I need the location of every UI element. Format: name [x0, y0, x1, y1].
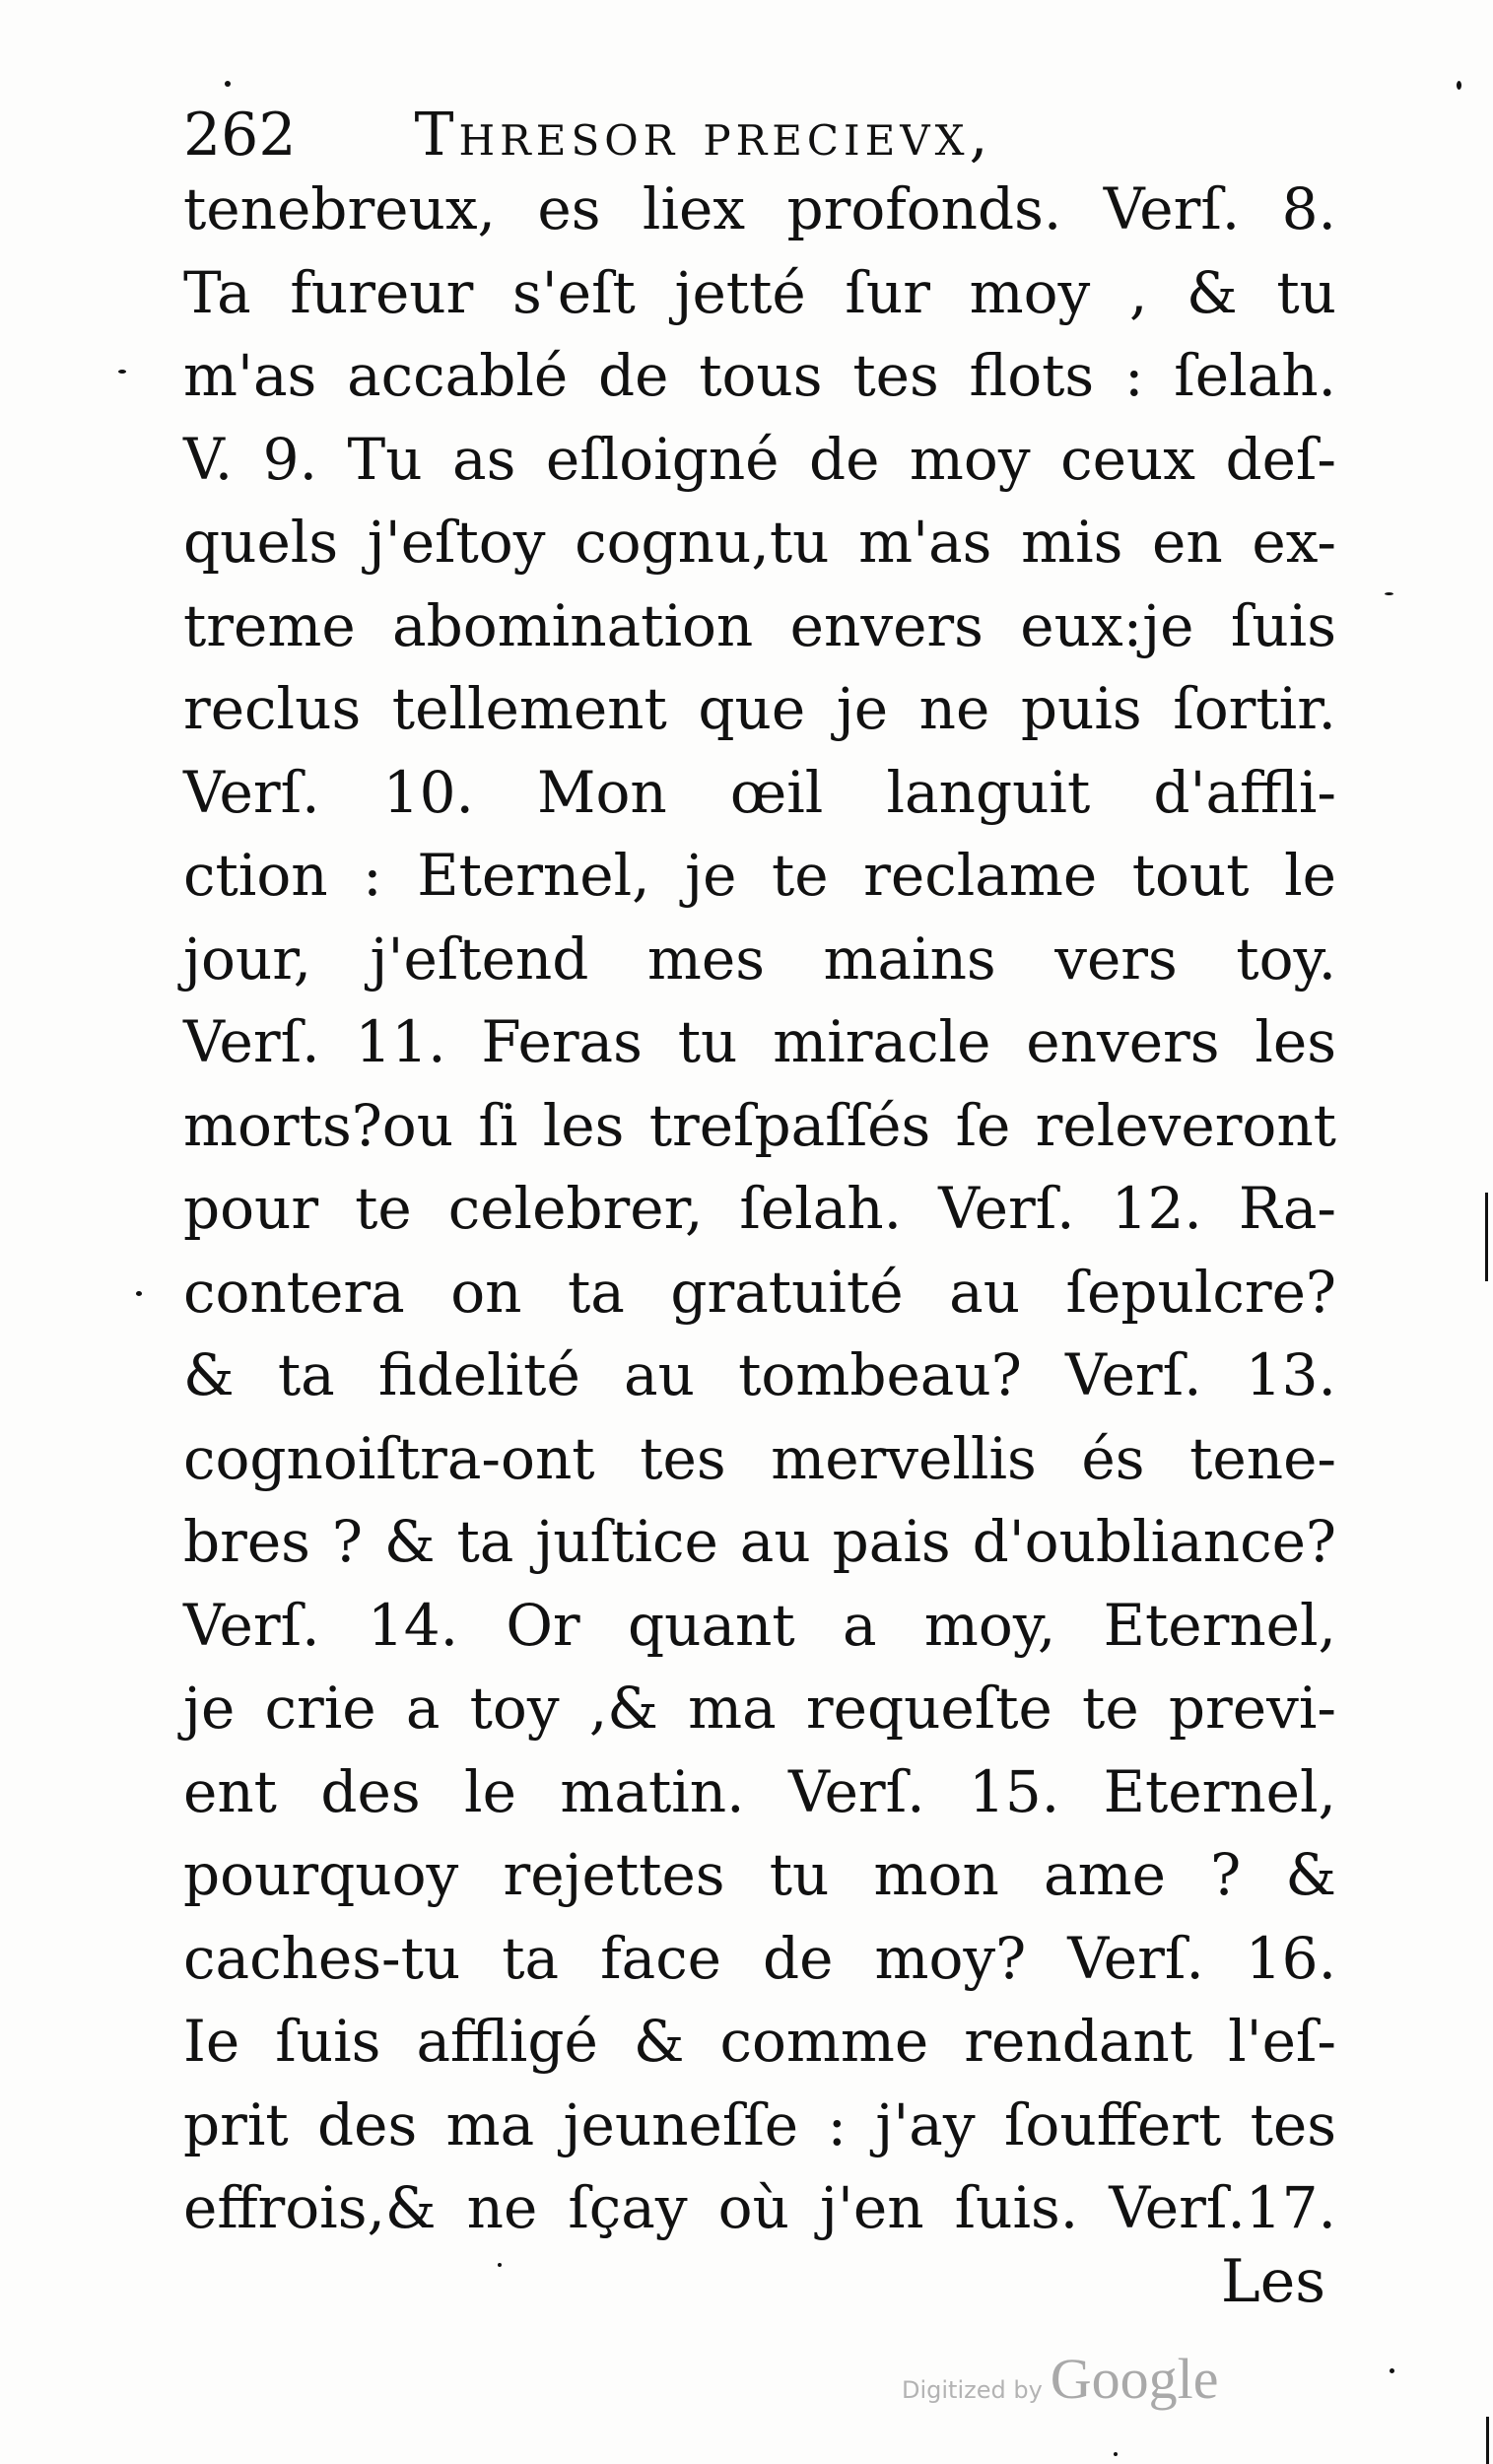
text-line: prit des ma jeuneſſe : j'ay ſouffert tes [183, 2090, 1336, 2158]
page-number: 262 [183, 101, 297, 170]
body-text [183, 168, 1336, 2250]
text-line: bres ? & ta juſtice au pais d'oubliance? [183, 1508, 1336, 1575]
text-line: pourquoy rejettes tu mon ame ? & [183, 1841, 1336, 1908]
scan-speck [1390, 2368, 1394, 2373]
page-edge-mark [1485, 1193, 1488, 1281]
text-line: reclus tellement que je ne puis ſortir. [183, 675, 1336, 742]
text-line: Verſ. 14. Or quant a moy, Eternel, [183, 1591, 1336, 1659]
scan-speck [225, 81, 231, 87]
text-line: pour te celebrer, ſelah. Verſ. 12. Ra- [183, 1175, 1336, 1242]
text-line: caches-tu ta face de moy? Verſ. 16. [183, 1924, 1336, 1992]
text-line: ent des le matin. Verſ. 15. Eternel, [183, 1757, 1336, 1825]
scan-speck [1457, 81, 1461, 90]
text-line: effrois,& ne ſçay où j'en ſuis. Verſ.17. [183, 2174, 1336, 2241]
scan-speck [136, 1291, 142, 1296]
text-line: je crie a toy ,& ma requeſte te previ- [183, 1675, 1336, 1742]
text-line: & ta fidelité au tombeau? Verſ. 13. [183, 1341, 1336, 1408]
text-line: Verſ. 11. Feras tu miracle envers les [183, 1008, 1336, 1075]
scan-speck [118, 370, 126, 374]
text-line: quels j'eſtoy cognu,tu m'as mis en ex- [183, 509, 1336, 576]
text-line: Verſ. 10. Mon œil languit d'affli- [183, 758, 1336, 826]
digitization-watermark [902, 2346, 1219, 2412]
scan-speck [498, 2263, 502, 2267]
catchword: Les [1220, 2247, 1325, 2316]
text-line: V. 9. Tu as eſloigné de moy ceux deſ- [183, 425, 1336, 493]
text-line: jour, j'eſtend mes mains vers toy. [183, 924, 1336, 992]
text-line: tenebreux, es liex profonds. Verſ. 8. [183, 175, 1336, 242]
text-line: contera on ta gratuité au ſepulcre? [183, 1258, 1336, 1326]
text-line: treme abomination envers eux:je ſuis [183, 591, 1336, 659]
text-line: Ta fureur s'eſt jetté ſur moy , & tu [183, 258, 1336, 326]
text-line: cognoiſtra-ont tes mervellis és tene- [183, 1424, 1336, 1492]
text-line: m'as accablé de tous tes flots : ſelah. [183, 342, 1336, 409]
google-logo: Google [1050, 2347, 1219, 2411]
scan-speck [1385, 592, 1393, 595]
scan-speck [1114, 2452, 1118, 2456]
text-line: Ie ſuis affligé & comme rendant l'eſ- [183, 2008, 1336, 2075]
page-header [183, 91, 1326, 179]
text-line: morts?ou ſi les treſpaſſés ſe releveront [183, 1091, 1336, 1159]
page-edge-mark [1486, 2417, 1489, 2464]
running-title: Thresor precievx, [414, 101, 993, 170]
watermark-prefix: Digitized by [902, 2376, 1043, 2404]
text-line: ction : Eternel, je te reclame tout le [183, 842, 1336, 909]
